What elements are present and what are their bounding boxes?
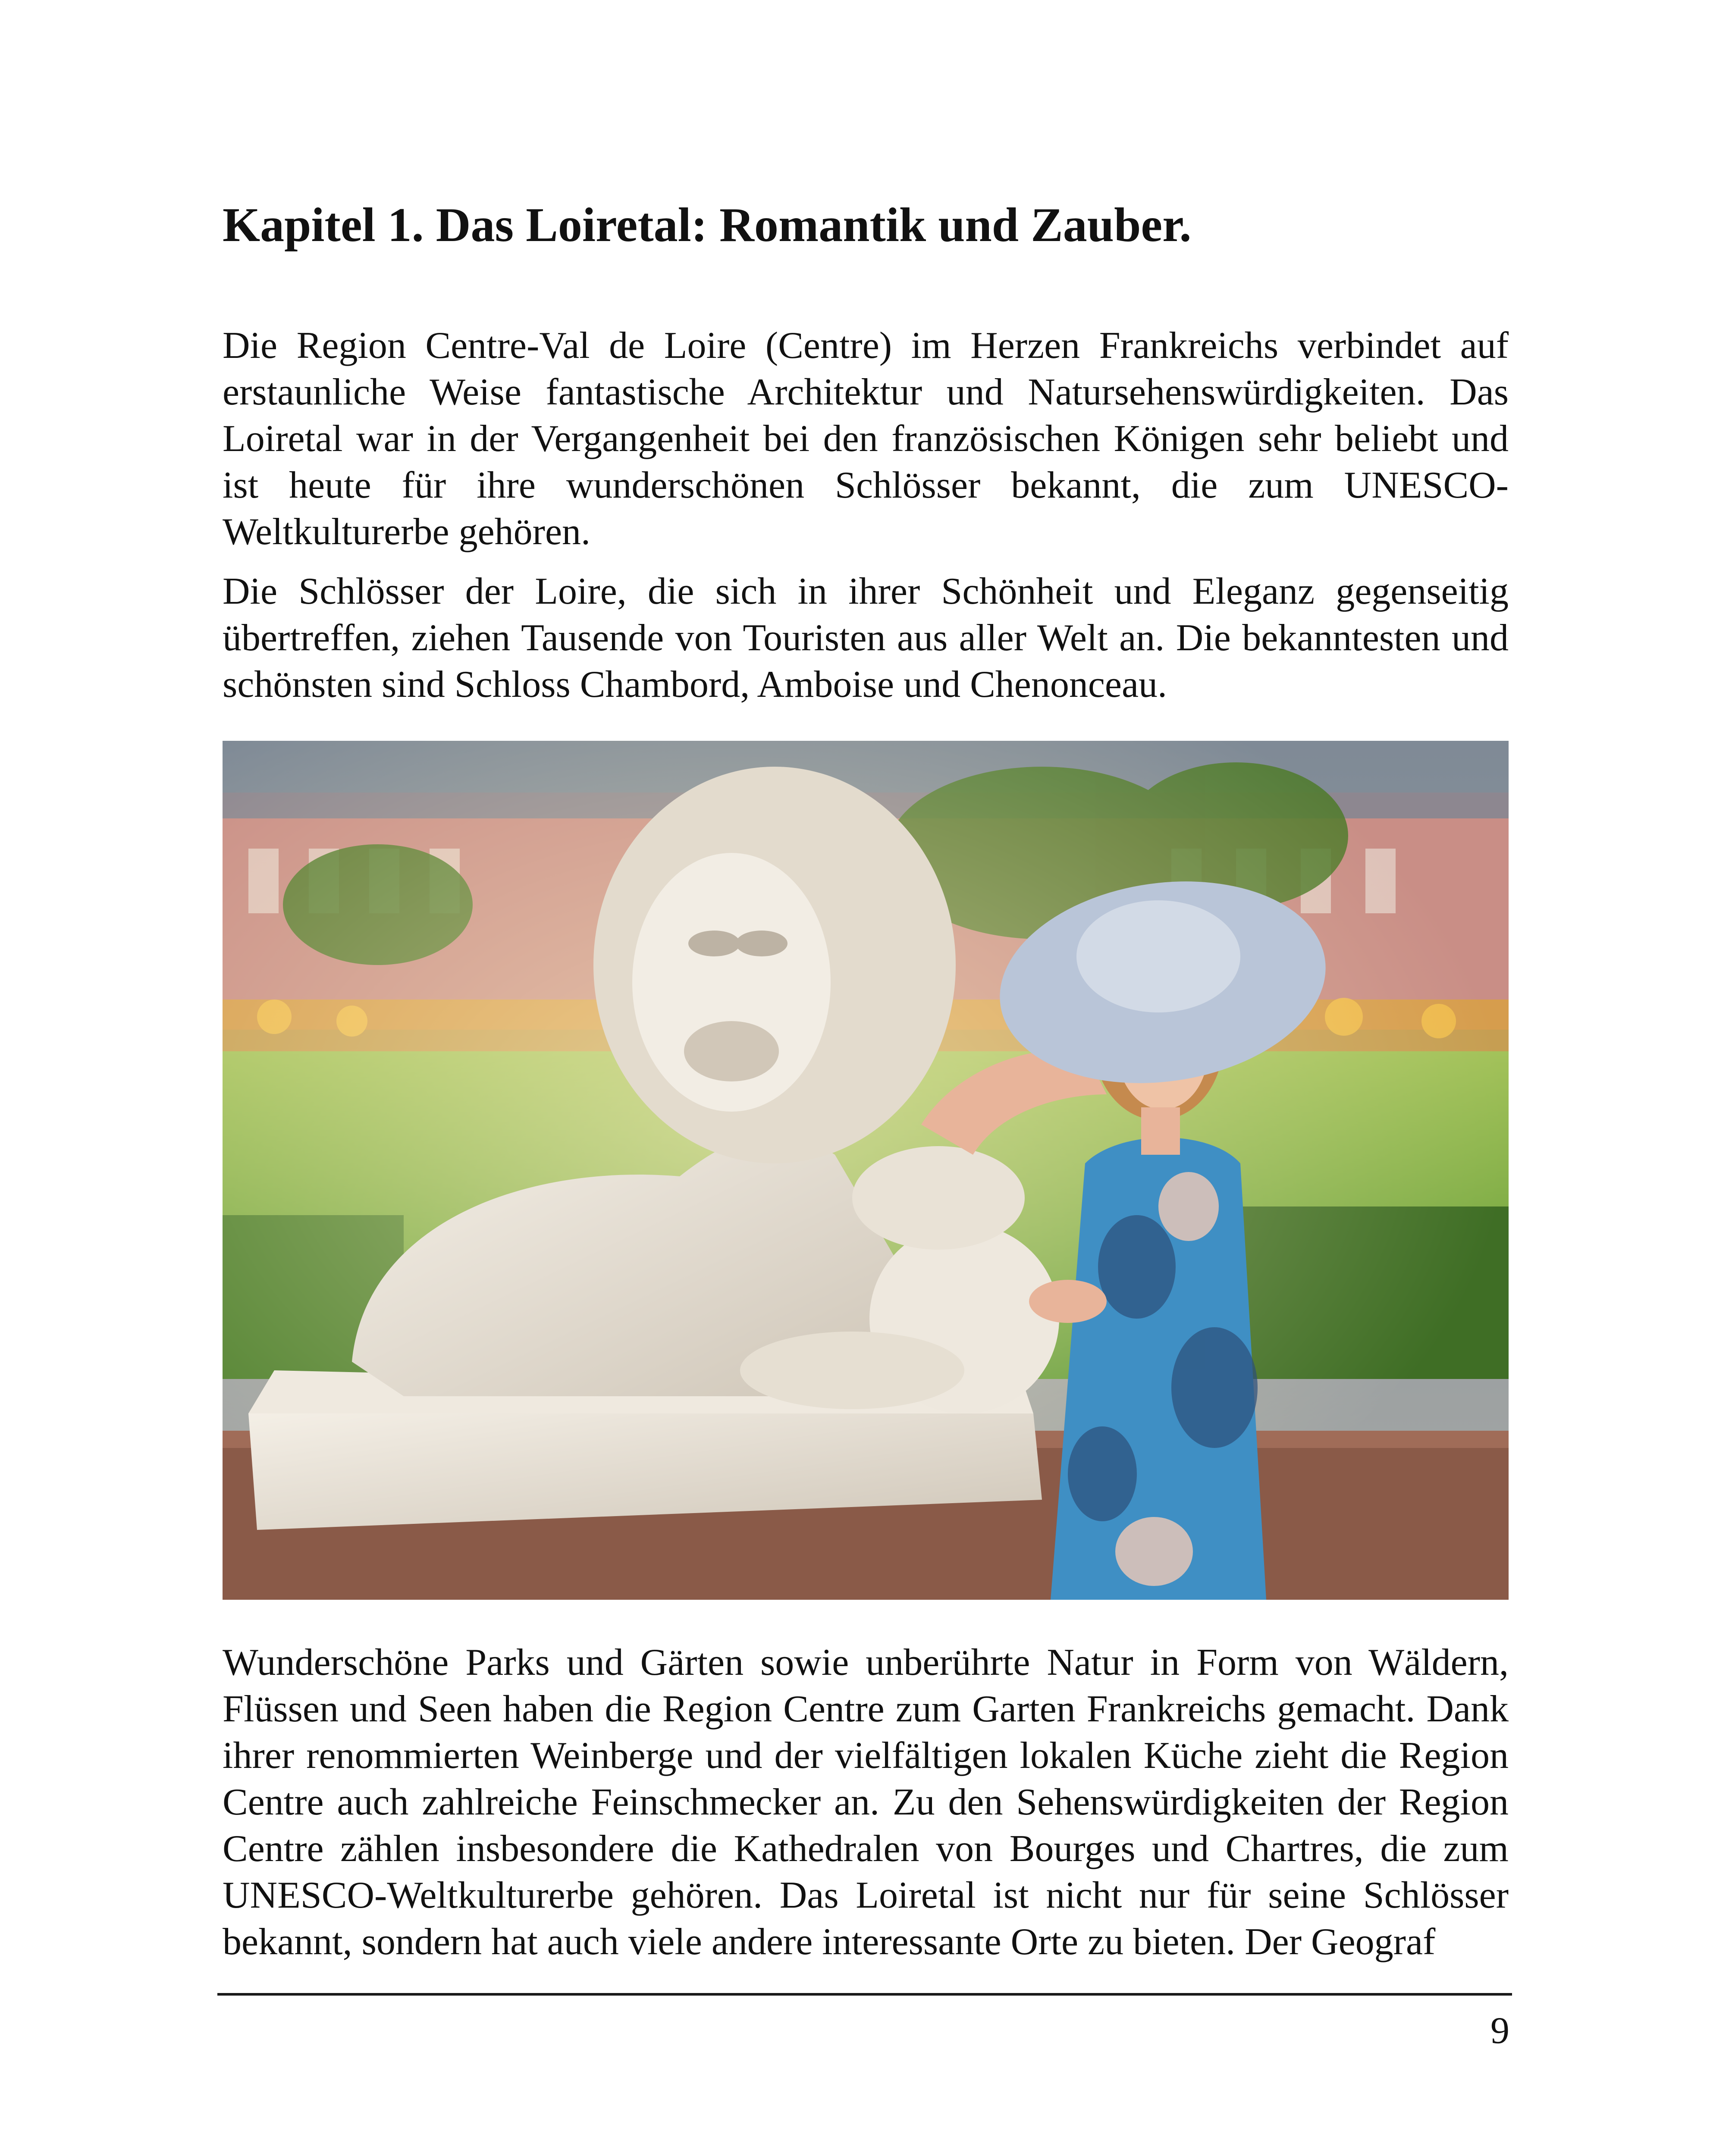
paragraph-castles: Die Schlösser der Loire, die sich in ihrer Schönheit und Eleganz gegenseitig übertreffen, ziehen Tausende von Touristen aus aller Welt an. Die bekanntesten und schönsten sind Schloss Chambord, Amboise und Chenonceau. bbox=[223, 570, 1509, 705]
photo-illustration bbox=[223, 741, 1509, 1600]
page-number: 9 bbox=[1490, 2010, 1509, 2052]
paragraph-intro: Die Region Centre-Val de Loire (Centre) im Herzen Frankreichs verbindet auf erstaunliche Weise fantastische Architektur und Natursehenswürdigkeiten. Das Loiretal war in der Vergangenheit bei den französischen Königen sehr beliebt und ist heute für ihre wunderschönen Schlösser bekannt, die zum UNESCO-Weltkulturerbe gehören. bbox=[223, 325, 1509, 553]
paragraph-gardens: Wunderschöne Parks und Gärten sowie unberührte Natur in Form von Wäldern, Flüssen und Seen haben die Region Centre zum Garten Frankreichs gemacht. Dank ihrer renommierten Weinberge und der vielfältigen lokalen Küche zieht die Region Centre auch zahlreiche Feinschmecker an. Zu den Sehenswürdigkeiten der Region Centre zählen insbesondere die Kathedralen von Bourges und Chartres, die zum UNESCO-Weltkulturerbe gehören. Das Loiretal ist nicht nur für seine Schlösser bekannt, sondern hat auch viele andere interessante Orte zu bieten. Der Geograf bbox=[223, 1642, 1509, 1963]
lion-statue-photo bbox=[223, 741, 1509, 1600]
footer-rule bbox=[217, 1993, 1512, 1996]
chapter-title: Kapitel 1. Das Loiretal: Romantik und Zauber. bbox=[223, 198, 1192, 252]
